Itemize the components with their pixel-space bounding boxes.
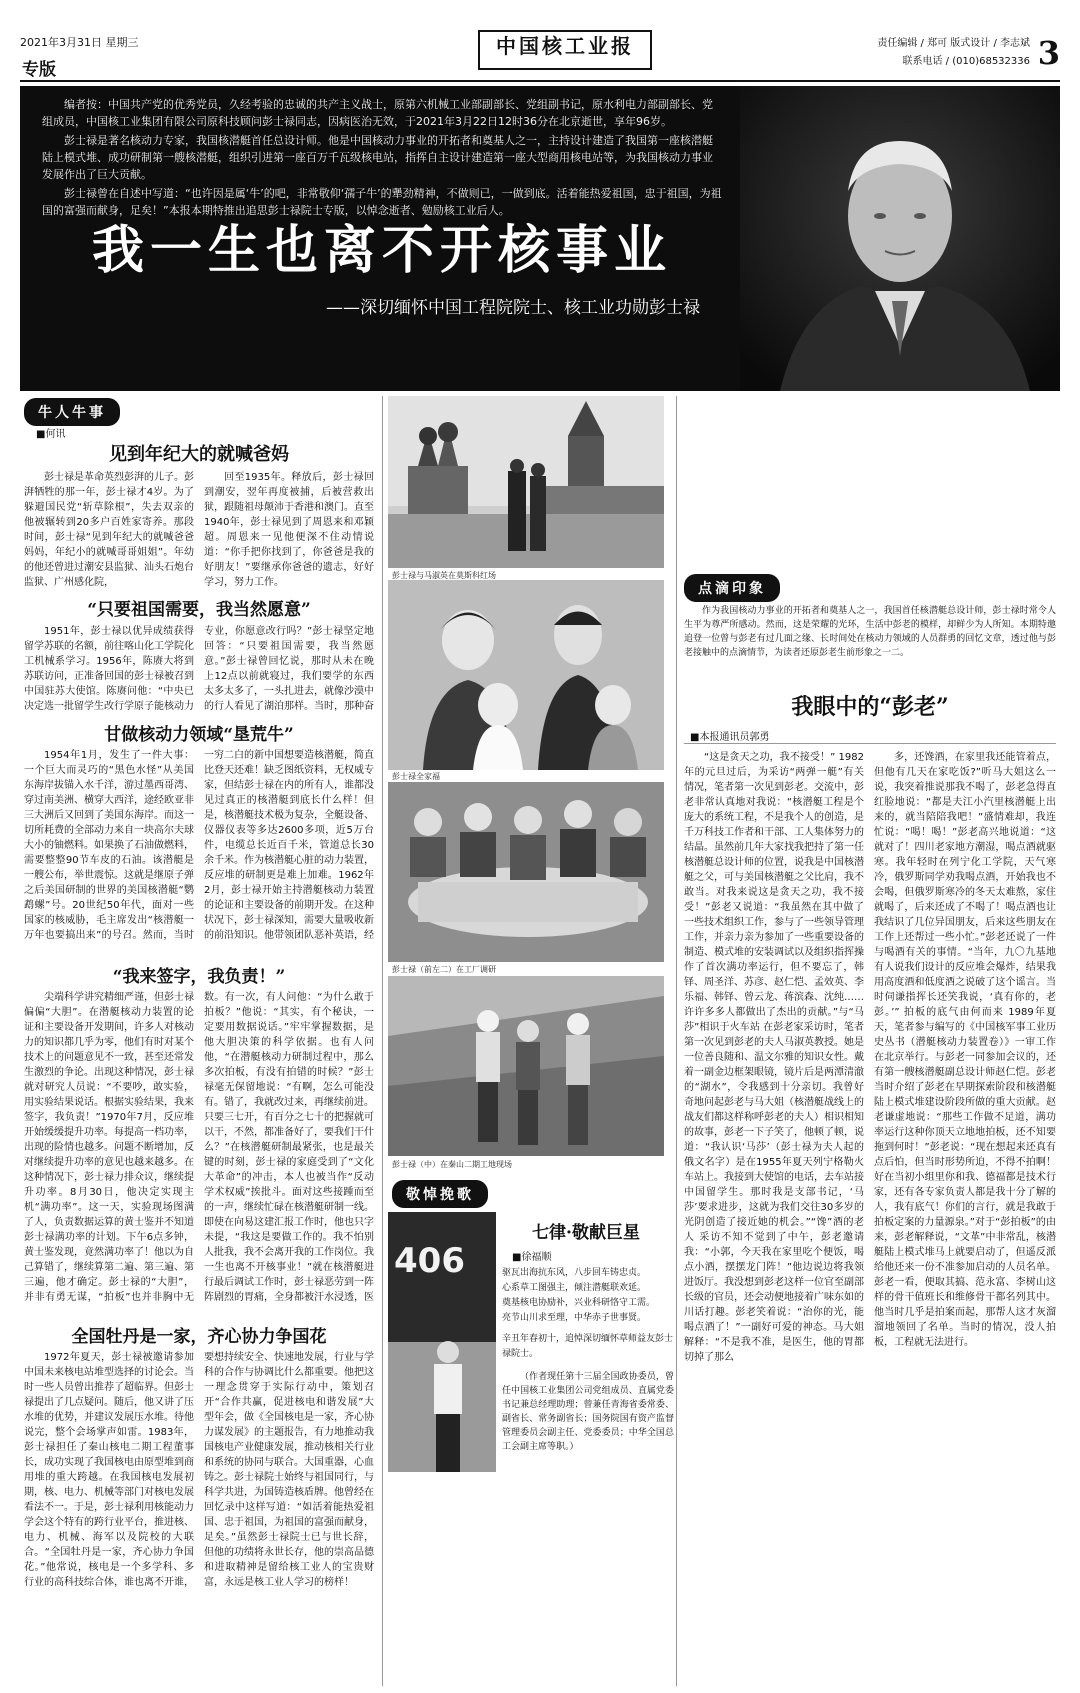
article-5-para: 1972年夏天，彭士禄被邀请参加中国未来核电站堆型选择的讨论会。当时一些人员曾出推荐了超临界。但彭士禄提出了几点疑问。随后，他又讲了压水堆的优势，并建议发展压水堆。待他说完，整个会场掌声如雷。1983年，彭士禄担任了秦山核电二期工程董事长，成功实现了我国核电由原型堆到商用堆的重大跨越。在我国核电发展初期，核、电力、机械等部门对核电发展看法不一。于是，彭士禄利用核能动力学会这个特有的跨行业平台，推进核、电力、机械、海军以及院校的大联合。“全国牡丹是一家，齐心协力争国花。”他常说，核电是一个多学科、多行业的高科技综合体，谁也离不开谁，要想持续安全、快速地发展，行业与学科的合作与协调比什么都重要。他把这一理念贯穿于实际行动中，策划召开“合作共赢，促进核电和谐发展”大型年会，做《全国核电是一家，齐心协力谋发展》的主题报告，有力地推动我国核电产业健康发展，推动核相关行业和系统的协同与联合。大国重器，心血铸之。彭士禄院士始终与祖国同行，与科学共进，为国铸造核盾牌。他曾经在回忆录中这样写道：“如活着能热爱祖国、忠于祖国，为祖国的富强而献身，足矣。”虽然彭士禄院士已与世长辞，但他的功绩将永世长存，他的崇高品德和进取精神是留给核工业人的宝贵财富，永远是核工业人学习的榜样！ <box>24 1352 374 1588</box>
hull-number: 406 <box>394 1241 465 1281</box>
article-4-title: “我来签字，我负责！” <box>112 967 286 987</box>
article-3-body <box>24 748 374 953</box>
photo-family <box>388 580 664 770</box>
article-1-title: 见到年纪大的就喊爸妈 <box>109 444 289 465</box>
photo-submarine <box>388 1212 496 1472</box>
poem-line: 奠基核电协励补，兴业科研恪守工需。 <box>502 1298 656 1308</box>
poem-line: 心系草工图强主，倾注潜艇联欢延。 <box>502 1283 647 1293</box>
column-divider-right <box>676 396 677 1686</box>
tag-niuren: 牛人牛事 <box>24 398 120 426</box>
article-4-body <box>24 990 374 1312</box>
right-article-title: 我眼中的“彭老” <box>791 694 949 720</box>
photo-4-caption: 彭士禄（中）在秦山二期工地现场 <box>392 1160 512 1169</box>
editor-note-p1: 编者按：中国共产党的优秀党员，久经考验的忠诚的共产主义战士，原第六机械工业部副部长、党组副书记，原水利电力部副部长、党组成员，中国核工业集团有限公司原科技顾问彭士禄同志，因病医治无效，于2021年3月22日12时36分在北京逝世，享年96岁。 <box>42 98 713 128</box>
masthead-title: 中国核工业报 <box>496 34 634 58</box>
main-subheadline: ——深切缅怀中国工程院院士、核工业功勋彭士禄 <box>326 298 700 318</box>
article-5-body <box>24 1350 374 1683</box>
article-4-para: 尖端科学讲究精细严谨，但彭士禄偏偏“大胆”。在潜艇核动力装置的论证和主要设备开发期间，许多人对核动力的知识都几乎为零，他们有时对某个技术上的问题意见不一致，甚至还常发生激烈的争论。出现这种情况，彭士禄就对研究人员说：“不要吵，敢实验，用实验结果说话。根据实验结果，我来签字，我负责！”1970年7月，反应堆开始缓缓提升功率。每提高一档功率，出现的险情也越多。问题不断增加，反对继续提升功率的意见也越来越多。在这种情况下，彭士禄力排众议，继续提升功率。8月30日，他决定实现主机“满功率”。这一天，实验现场图满了人，负责数据运算的黄士鉴并不知道彭士禄满功率的计划。下午6点多钟，黄士鉴发现，竟然满功率了！他以为自己算错了，继续算第二遍、第三遍、第三遍，他才确定。彭士禄的“大胆”，并非有勇无谋，“拍板”也并非胸中无数。有一次，有人问他：“为什么敢于拍板？”他说：“其实，有个秘诀，一定要用数据说话。”牢牢掌握数据，是他大胆决策的科学依据。也有人问他，“在潜艇核动力研制过程中，那么多次拍板，有没有拍错的时候？”彭士禄毫无保留地说：“有啊，怎么可能没有。错了，我就改过来，再继续前进。只要三七开，有百分之七十的把握就可以干，不然，都准备好了，要我们干什么？”在核潜艇研制最紧张，也是最关键的时刻，彭士禄的家庭受到了“文化大革命”的冲击，本人也被当作“反动学术权威”挨批斗。面对这些接踵而至的一声，继续忙碌在核潜艇研制一线。即使在向易这建汇报工作时，他也只字未提，“我这是要做工作的。我不怕别人批我，我不会离开我的工作岗位。我一生也离不开核事业！”就在核潜艇进行最后调试工作时，彭士禄恶劳到一阵阵剧烈的胃痛，全身都被汗水浸透，医 <box>24 992 374 1303</box>
right-byline: ■本报通讯员郭勇 <box>690 732 770 743</box>
photo-qinshan <box>388 976 664 1156</box>
photo-factory <box>388 782 664 962</box>
article-1-body <box>24 470 194 590</box>
editor-note-p3: 彭士禄曾在自述中写道：“也许因是属‘牛’的吧，非常敬仰‘孺子牛’的犟劲精神，不做则已，一做到底。活着能热爱祖国，忠于祖国，为祖国的富强而献身，足矣！”本报本期特推出追思彭士禄院士专版，以悼念逝者、勉励核工业后人。 <box>42 187 722 217</box>
article-2-title: “只要祖国需要，我当然愿意” <box>87 600 311 620</box>
tag-jingdao: 敬悼挽歌 <box>392 1180 488 1208</box>
main-headline: 我一生也离不开核事业 <box>91 220 672 281</box>
left-byline: ■何讯 <box>36 429 66 440</box>
article-1-para: 彭士禄是革命英烈彭湃的儿子。彭湃牺牲的那一年，彭士禄才4岁。为了躲避国民党“斩草除根”，失去双亲的他被辗转到20多户百姓家寄养。那段时间，彭士禄“见到年纪大的就喊爸爸妈妈，年纪小的就喊哥哥姐姐”。年幼的他还曾进过潮安县监狱、汕头石炮台监狱、广州感化院， <box>24 472 194 588</box>
article-5-title: 全国牡丹是一家，齐心协力争国花 <box>71 1327 327 1347</box>
right-column-2-text: 多，还馋酒，在家里我还能管着点，但他有几天在家吃饭?”听马大姐这么一说，我突着推说那我不喝了，彭老急得直红脸地说：“都是夫江小汽里核潜艇上出来的，就当陪陪我吧！”盛情难却，我连忙说：“喝！喝！”彭老高兴地说道：“这就对了！四川老家地方潮湿，喝点酒就驱寒。我年轻时在列宁化工学院，天气寒冷，俄罗斯同学劝我喝点酒，开始我也不会喝，但俄罗斯寒冷的冬天太难熬，家住就喝了，后来还成了不喝了！喝点酒也让我结识了几位异国朋友，后来这些朋友在工作上还帮过一些小忙。”彭老还说了一件与喝酒有关的事情。“当年，九〇九基地有人说我们设计的反应堆会爆炸，结果我用高度酒和低度酒之说破了这个谣言。当时伺谦指挥长还笑我说，‘真有你的，老彭。’” 拍板的底气由何而来 1989年夏天，笔者参与编写的《中国核军事工业历史丛书（潜艇核动力装置卷）》一审工作在北京举行。与彭老一同参加会议的，还有第一艘核潜艇副总设计师赵仁恺。彭老当时介绍了彭老在早期探索阶段和核潜艇陆上模式堆建设阶段所做的重大贡献。赵老谦虚地说：“那些工作做不足道，满功率运行这种你顶天立地地拍板，还不知要拖到何时！”彭老说：“现在想起来还真有点后怕，但当时形势所迫，不得不拍啊！好在当初小组里你和我、德福都是技术行家，还有各专家负责人都是我十分了解的人，我有底气！你们的言行，就是我敢于拍板定案的力量源泉。”对于“彭拍板”的由来，彭老解释说，“文革”中非常乱，核潜艇陆上模式堆马上就要启动了，但遥反派给他还来一份不准参加启动的人员名单。彭老一看，便取其搞、范永富、李树山这样的骨干值班长和维修骨干都名列其中。他当时几乎是拍案而起，那帮人这才灰溜溜地领回了名单。当时的情况，没人拍板，工程就无法进行。 <box>874 752 1056 1348</box>
poem-line: 驱瓦出海抗东风，八步回车铸忠贞。 <box>502 1268 647 1278</box>
newspaper-masthead <box>478 30 652 70</box>
editor-note <box>42 96 722 221</box>
poem-lines <box>502 1266 674 1362</box>
header-rule <box>20 80 1060 82</box>
portrait-photo <box>740 86 1060 391</box>
article-1-body-b <box>204 470 374 590</box>
article-1-para-b: 回至1935年。释放后，彭士禄回到潮安，翌年再度被捕，后被营救出狱，跟随祖母颠沛于香港和澳门。直至1940年，彭士禄见到了周恩来和邓颖超。周恩来一见他便深不住动情说道：“你手把你找到了，你爸爸是我的好朋友！”要继承你爸爸的遗志，好好学习，努力工作。 <box>204 472 374 588</box>
phone-line: 联系电话 / (010)68532336 <box>902 56 1030 67</box>
right-column-2 <box>874 750 1056 1685</box>
right-intro <box>684 604 1056 660</box>
article-2-para: 1951年，彭士禄以优异成绩获得留学苏联的名额，前往喀山化工学院化工机械系学习。1956年，陈赓大将到苏联访问，正准备回国的彭士禄被召到中国驻苏大使馆。陈赓问他：“中央已决定选一批留学生改行学原子能核动力专业，你愿意改行吗？”彭士禄坚定地回答：“只要祖国需要，我当然愿意。”彭士禄曾回忆说，那时从未在晚上12点以前就寝过，我们要学的东西太多太多了，一头扎进去，就像沙漠中的行人看见了湖泊那样。当时，那种奋 <box>24 626 374 712</box>
article-2-body <box>24 624 374 714</box>
poem-line: 亮节山川求至理，中华赤子世事贤。 <box>502 1313 647 1323</box>
section-label: 专版 <box>22 60 56 80</box>
right-rule <box>684 743 1056 744</box>
column-divider-left <box>382 396 383 1686</box>
photo-1-caption: 彭士禄与马淑英在莫斯科红场 <box>392 571 496 580</box>
issue-date: 2021年3月31日 星期三 <box>20 36 139 49</box>
article-3-para: 1954年1月，发生了一件大事：一个巨大而灵巧的“黑色水怪”从美国东海岸拔锚入水千洋，游过墨西哥湾、穿过南美洲、横穿大西洋，途经欧亚非三大洲后又回到了美国东海岸。而这一切所耗费的全部动力来自一块高尔夫球大小的铀燃料。如果换了石油做燃料，需要整整90节车皮的石油。该潜艇是一艘公布，举世震惊。这就是继原子弹之后美国研制的世界的美国核潜艇“鹦鹉螺”号。20世纪50年代，面对一些国家的核威胁，毛主席发出“核潜艇一万年也要搞出来”的号召。然而，当时一穷二白的新中国想要造核潜艇，简直比登天还难！缺乏图纸资料，无权威专家，但结彭士禄在内的所有人，谁都没见过真正的核潜艇到底长什么样！但是，核潜艇技术极为复杂，全艇设备、仪器仪表等多达2600多项，近5万台件，电缆总长近百千米，管道总长30余千米。作为核潜艇心脏的动力装置，反应堆的研制更是难上加难。1962年2月，彭士禄开始主持潜艇核动力装置的论证和主要设备的前期开发。在这种状况下，彭士禄深知，需要大量吸收新的前沿知识。他带领团队恶补英语，经 <box>24 750 374 941</box>
poem-author-note <box>502 1370 674 1454</box>
editors-line: 责任编辑 / 郑可 版式设计 / 李志斌 <box>877 38 1030 49</box>
photo-2-caption: 彭士禄全家福 <box>392 772 440 781</box>
right-column-1-text: “这是贪天之功，我不接受！” 1982年的元旦过后，为采访“两弹一艇”有关情况，笔者第一次见到彭老。交流中，彭老非常认真地对我说：“核潜艇工程是个庞大的系统工程，不是我个人的创造，是千万科技工作者和干部、工人集体努力的结晶。虽然前几年大家找我把持了第一任核潜艇总设计师的位置，说我是中国核潜艇之父，可与美国核潜艇之父比肩，我不敢当。对我来说这是贪天之功，我不接受！”彭老又说道：“我虽然在其中做了一些技术组织工作，参与了一些领导管理工作，并亲力亲为参加了一些重要设备的制造、模式堆的安装调试以及组织指挥操作了首次满功率运行，但不要忘了，韩铎、周圣洋、苏彦、赵仁恺、孟效英、李乐福、韩铎、曾云龙、蒋滨森、沈纯……许许多多人都做出了杰出的贡献。”与“马莎”相识于火车站 在彭老家采访时，笔者第一次见到彭老的夫人马淑英教授。她是一位善良随和、温文尔雅的知识女性。戴着一副金边框架眼镜，镜片后是两潭清澈的“湖水”，令我感到十分亲切。我曾好奇地问起彭老与马大姐（核潜艇战线上的战友们都这样称呼彭老的夫人）相识相知的故事，彭老一下子笑了，他顿了顿，说道：“我认识‘马莎’（彭士禄为夫人起的俄文名字）是在1955年夏天列宁格勒火车站上。我接到大使馆的电话，去车站接中国留学生。那时我是支部书记，‘马莎’要求进步，这就为我们交往30多岁的光阴创造了接近她的机会。”“馋”酒的老人 采访不知不觉到了中午，彭老邀请我：“小郭，今天我在家里吃个便饭，喝点小酒，摆摆龙门阵！”他边说边将我领进饭厅。我没想到彭老这样一位官至副部长级的官员，还会动便地接着广味东如的川话打趣。彭老笑着说：“治你的光，能喝点酒了！”一副好可爱的神态。马大姐解释：“不是我不准，是医生，他的胃都切掉了那么 <box>684 752 864 1363</box>
editor-info <box>877 35 1030 71</box>
right-intro-text: 作为我国核动力事业的开拓者和奠基人之一，我国首任核潜艇总设计师，彭士禄时常令人生平为尊严所感动。然而，这是荣耀的光环，生活中彭老的模样，却鲜少为人所知。本期特邀追登一位曾与彭老有过几面之缘、长时间处在核动力领域的人员群勇的回忆文章，透过他与彭老接触中的点滴情节，为读者还原彭老生前形象之一二。 <box>684 606 1056 658</box>
photo-3-caption: 彭士禄（前左二）在工厂调研 <box>392 965 496 974</box>
article-3-title: 甘做核动力领域“垦荒牛” <box>104 725 294 745</box>
photo-red-square <box>388 396 664 568</box>
poem-byline: ■徐福顺 <box>512 1252 552 1263</box>
editor-note-p2: 彭士禄是著名核动力专家，我国核潜艇首任总设计师。他是中国核动力事业的开拓者和奠基人之一，主持设计建造了我国第一座核潜艇陆上模式堆、成功研制第一艘核潜艇，组织引进第一座百万千瓦级核电站，指挥自主设计建造第一座大型商用核电站等，为我国核动力事业发展作出了巨大贡献。 <box>42 134 713 181</box>
poem-date-note: 辛丑年春初十，追悼深切缅怀草师益友彭士禄院士。 <box>502 1334 674 1359</box>
poem-author-note-text: （作者现任第十三届全国政协委员，曾任中国核工业集团公司党组成员、直属党委书记兼总经理助理；曾兼任青海省委常委、副省长、常务副省长；国务院国有资产监督管理委员会副主任、党委委员；中华全国总工会副主席等职。） <box>502 1372 674 1452</box>
right-column-1 <box>684 750 864 1685</box>
tag-diandi: 点滴印象 <box>684 574 780 602</box>
poem-title: 七律·敬献巨星 <box>532 1223 640 1243</box>
page-number: 3 <box>1037 34 1060 72</box>
